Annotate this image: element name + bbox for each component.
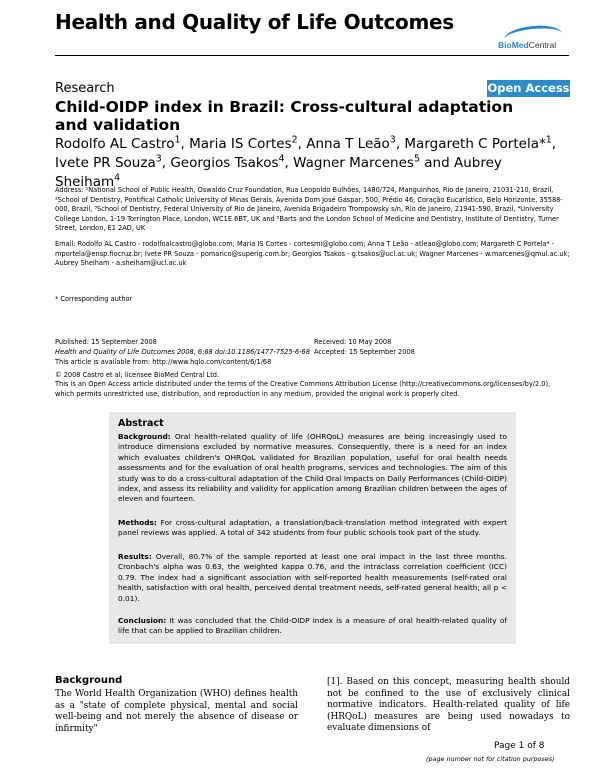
abstract-heading: Abstract	[118, 418, 164, 429]
corresponding-author-note: * Corresponding author	[55, 295, 133, 303]
article-title: Child-OIDP index in Brazil: Cross-cultural adaptation and validation	[55, 98, 514, 134]
open-access-badge: Open Access	[487, 81, 570, 95]
abstract-conclusion: Conclusion: It was concluded that the Child-OIDP index is a measure of oral health-related quality of life that can be applied to Brazilian children.	[118, 616, 507, 636]
background-heading: Background	[55, 675, 123, 686]
abstract-results: Results: Overall, 80.7% of the sample reported at least one oral impact in the last three months. Cronbach's alpha was 0.63, the weighted kappa 0.76, and the intraclass correlation coefficient (ICC) 0.79. The index had a significant association with self-reported health measurements (self-rated oral health, satisfaction with oral health, perceived dental treatment needs, self-rated general health; all p < 0.01).	[118, 552, 507, 603]
author-list: Rodolfo AL Castro$^1$, Maria IS Cortes$^2$, Anna T Leão$^3$, Margareth C Portela*$^1$, Ivete PR Souza$^3$, Georgios Tsakos$^4$, Wagner Marcenes$^5$ and Aubrey Sheiham$^4$	[55, 134, 557, 190]
received-date: Received: 10 May 2008	[314, 338, 392, 346]
abstract-methods: Methods: For cross-cultural adaptation, a translation/back-translation method integrated with expert panel reviews was applied. A total of 342 students from four public schools took part of the study.	[118, 518, 507, 538]
body-left-column: The World Health Organization (WHO) defines health as a "state of complete physical, mental and social well-being and not merely the absence of disease or infirmity"	[55, 689, 298, 734]
received-accepted	[314, 338, 564, 357]
journal-title: Health and Quality of Life Outcomes	[55, 10, 454, 34]
available-url[interactable]: This article is available from: http://www.hqlo.com/content/6/1/68	[55, 358, 272, 367]
copyright: © 2008 Castro et al; licensee BioMed Central Ltd.	[55, 370, 220, 379]
body-right-column: [1]. Based on this concept, measuring health should not be confined to the use of exclusively clinical normative indicators. Health-related quality of life (HRQoL) measures are being used nowadays to evaluate dimensions of	[327, 677, 570, 734]
biomed-central-logo	[498, 26, 568, 52]
accepted-date: Accepted: 15 September 2008	[314, 347, 415, 356]
affiliations: Address: ¹National School of Public Health, Oswaldo Cruz Foundation, Rua Leopoldo Bulhões, 1480/724, Manguinhos, Rio de Janeiro, 21031-210, Brazil, ²School of Dentistry, Pontifical Catholic University of Minas Gerais, Avenida Dom José Gaspar, 500, Prédio 46, Coração Eucarístico, Belo Horizonte, 35588-000, Brazil, ³School of Dentistry, Federal University of Rio de Janeiro, Avenida Brigadeiro Trompowsky s/n, Rio de Janeiro, 21941-590, Brazil, ⁴University College London, 1-19 Torrington Place, London, WC1E 6BT, UK and ⁵Barts and the London School of Medicine and Dentistry, Institute of Dentistry, Turner Street, London, E1 2AD, UK	[55, 186, 563, 233]
abstract-background: Background: Oral health-related quality of life (OHRQoL) measures are being increasingly used to introduce dimensions excluded by normative measures. Consequently, there is a need for an index which evaluates children's OHRQoL validated for Brazilian population, useful for oral health needs assessments and for the evaluation of oral health programs, services and technologies. The aim of this study was to do a cross-cultural adaptation of the Child Oral Impacts on Daily Performances (Child-OIDP) index, and assess its reliability and validity for application among Brazilian children between the ages of eleven and fourteen.	[118, 432, 507, 504]
page-note: (page number not for citation purposes)	[426, 755, 555, 763]
logo-text: BioMedCentral	[498, 40, 557, 50]
article-type: Research	[55, 81, 115, 96]
page-number: Page 1 of 8	[494, 741, 545, 751]
published-date: Published: 15 September 2008	[55, 338, 157, 346]
citation: Health and Quality of Life Outcomes 2008, 6:68 doi:10.1186/1477-7525-6-68	[55, 347, 310, 356]
license-text[interactable]: This is an Open Access article distributed under the terms of the Creative Commons Attribution License (http://creativecommons.org/licenses/by/2.0), which permits unrestricted use, distribution, and reproduction in any medium, provided the original work is properly cited.	[55, 380, 551, 398]
author-emails[interactable]: Email: Rodolfo AL Castro - rodolfoalcastro@globo.com; Maria IS Cortes - cortesmi@globo.com; Anna T Leão - atleao@globo.com; Margareth C Portela* - mportela@ensp.fiocruz.br; Ivete PR Souza - pomarico@superig.com.br; Georgios Tsakos - g.tsakos@ucl.ac.uk; Wagner Marcenes - w.marcenes@qmul.ac.uk; Aubrey Sheiham - a.sheiham@ucl.ac.uk	[55, 240, 570, 268]
header-divider	[55, 55, 569, 56]
